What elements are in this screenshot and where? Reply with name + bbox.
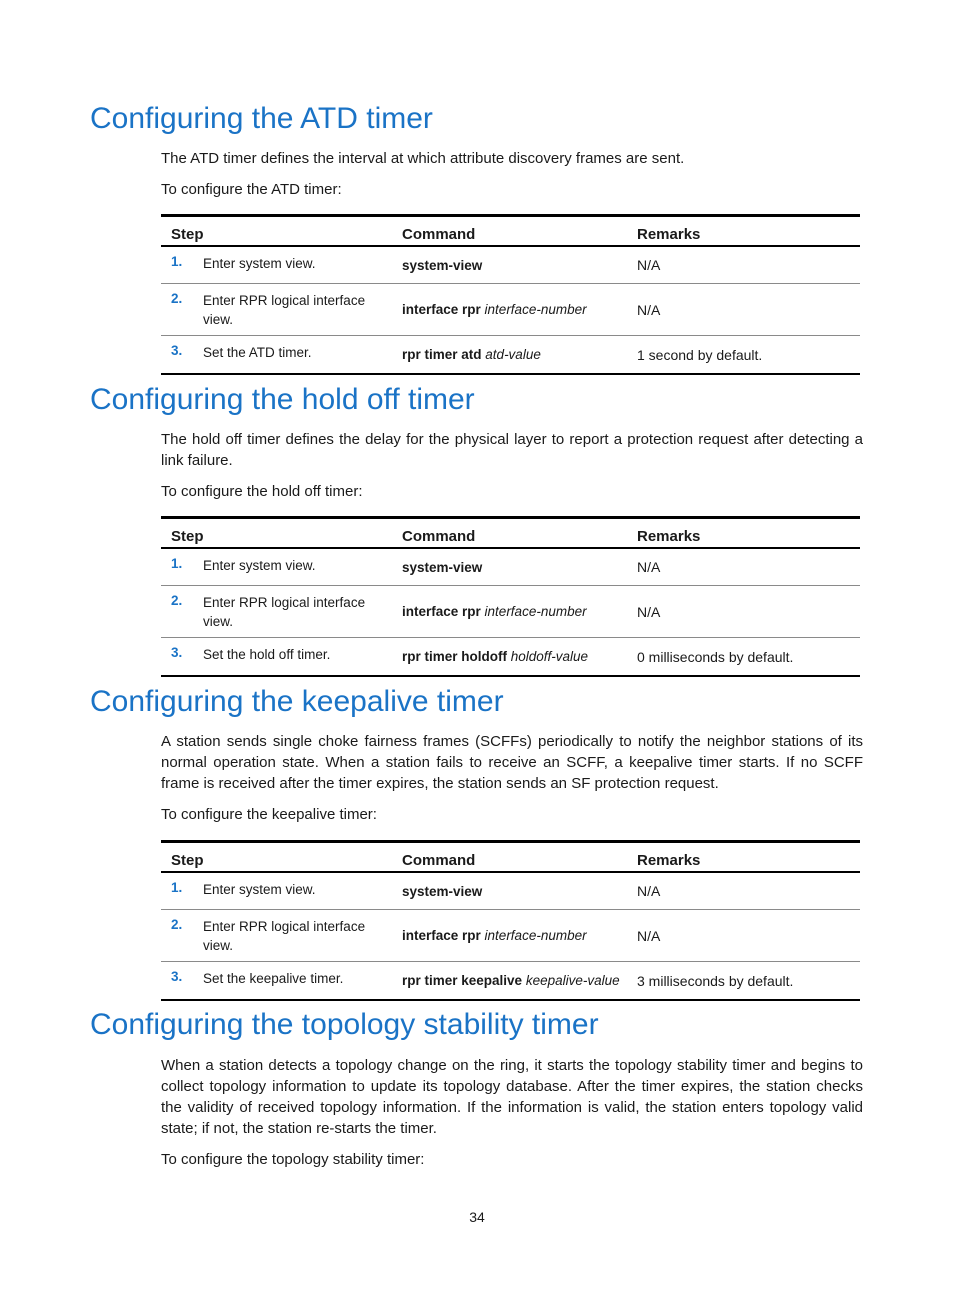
table-row bbox=[161, 872, 860, 910]
step-text: Set the ATD timer. bbox=[203, 345, 312, 360]
command-keyword: system-view bbox=[402, 559, 483, 575]
command-keyword: system-view bbox=[402, 257, 483, 273]
step-number: 2. bbox=[171, 593, 183, 608]
command-argument: interface-number bbox=[484, 604, 587, 619]
step-text: Set the hold off timer. bbox=[203, 647, 331, 662]
remarks-cell: N/A bbox=[637, 284, 860, 336]
step-text: Enter system view. bbox=[203, 558, 316, 573]
step-number: 1. bbox=[171, 254, 183, 269]
table-row bbox=[161, 910, 860, 962]
command-argument: interface-number bbox=[484, 928, 587, 943]
command-keyword: interface rpr bbox=[402, 604, 481, 619]
section-paragraph: The ATD timer defines the interval at which attribute discovery frames are sent. bbox=[161, 150, 685, 167]
header-remarks: Remarks bbox=[637, 842, 860, 873]
section-heading: Configuring the keepalive timer bbox=[90, 685, 504, 718]
remarks-cell: N/A bbox=[637, 872, 860, 910]
command-keyword: rpr timer atd bbox=[402, 347, 482, 362]
step-number: 3. bbox=[171, 645, 183, 660]
remarks-cell: 1 second by default. bbox=[637, 336, 860, 375]
step-text: Enter RPR logical interface view. bbox=[203, 919, 366, 953]
table-intro: To configure the topology stability timer: bbox=[161, 1151, 425, 1168]
remarks-cell: N/A bbox=[637, 548, 860, 586]
header-command: Command bbox=[402, 518, 637, 549]
header-step: Step bbox=[161, 216, 402, 247]
header-command: Command bbox=[402, 842, 637, 873]
step-text: Enter RPR logical interface view. bbox=[203, 595, 366, 629]
command-argument: interface-number bbox=[484, 302, 587, 317]
header-step: Step bbox=[161, 842, 402, 873]
remarks-cell: N/A bbox=[637, 586, 860, 638]
table-row bbox=[161, 638, 860, 677]
remarks-cell: 0 milliseconds by default. bbox=[637, 638, 860, 677]
command-table bbox=[161, 516, 860, 677]
table-intro: To configure the hold off timer: bbox=[161, 483, 363, 500]
section-paragraph: When a station detects a topology change on the ring, it starts the topology stability timer and begins to collect topology information to update its topology database. After the timer expires, the station checks the validity of received topology information. If the information is valid, the station enters topology valid state; if not, the station re-starts the timer. bbox=[161, 1057, 863, 1137]
step-number: 1. bbox=[171, 556, 183, 571]
table-row bbox=[161, 336, 860, 375]
step-number: 1. bbox=[171, 880, 183, 895]
command-argument: keepalive-value bbox=[525, 973, 620, 988]
step-text: Set the keepalive timer. bbox=[203, 971, 344, 986]
table-row bbox=[161, 586, 860, 638]
command-keyword: system-view bbox=[402, 883, 483, 899]
section-heading: Configuring the topology stability timer bbox=[90, 1008, 599, 1041]
table-intro: To configure the ATD timer: bbox=[161, 181, 342, 198]
header-remarks: Remarks bbox=[637, 518, 860, 549]
header-remarks: Remarks bbox=[637, 216, 860, 247]
command-argument: holdoff-value bbox=[510, 649, 589, 664]
table-row bbox=[161, 284, 860, 336]
section-heading: Configuring the ATD timer bbox=[90, 102, 433, 135]
remarks-cell: N/A bbox=[637, 246, 860, 284]
header-command: Command bbox=[402, 216, 637, 247]
command-keyword: rpr timer holdoff bbox=[402, 649, 507, 664]
page-number: 34 bbox=[469, 1209, 485, 1225]
remarks-cell: N/A bbox=[637, 910, 860, 962]
table-row bbox=[161, 962, 860, 1001]
section-paragraph: A station sends single choke fairness frames (SCFFs) periodically to notify the neighbor stations of its normal operation state. When a station fails to receive an SCFF, a keepalive timer starts. If no SCFF frame is received after the timer expires, the station sends an SF protection request. bbox=[161, 733, 863, 792]
command-keyword: interface rpr bbox=[402, 302, 481, 317]
command-keyword: rpr timer keepalive bbox=[402, 973, 523, 988]
command-argument: atd-value bbox=[485, 347, 541, 362]
section-heading: Configuring the hold off timer bbox=[90, 383, 475, 416]
step-text: Enter system view. bbox=[203, 882, 316, 897]
step-text: Enter system view. bbox=[203, 256, 316, 271]
step-number: 2. bbox=[171, 291, 183, 306]
table-row bbox=[161, 246, 860, 284]
header-step: Step bbox=[161, 518, 402, 549]
step-number: 2. bbox=[171, 917, 183, 932]
step-text: Enter RPR logical interface view. bbox=[203, 293, 366, 327]
command-table bbox=[161, 840, 860, 1001]
command-table bbox=[161, 214, 860, 375]
table-intro: To configure the keepalive timer: bbox=[161, 806, 377, 823]
step-number: 3. bbox=[171, 343, 183, 358]
table-row bbox=[161, 548, 860, 586]
section-paragraph: The hold off timer defines the delay for the physical layer to report a protection request after detecting a link failure. bbox=[161, 431, 863, 469]
command-keyword: interface rpr bbox=[402, 928, 481, 943]
remarks-cell: 3 milliseconds by default. bbox=[637, 962, 860, 1001]
step-number: 3. bbox=[171, 969, 183, 984]
